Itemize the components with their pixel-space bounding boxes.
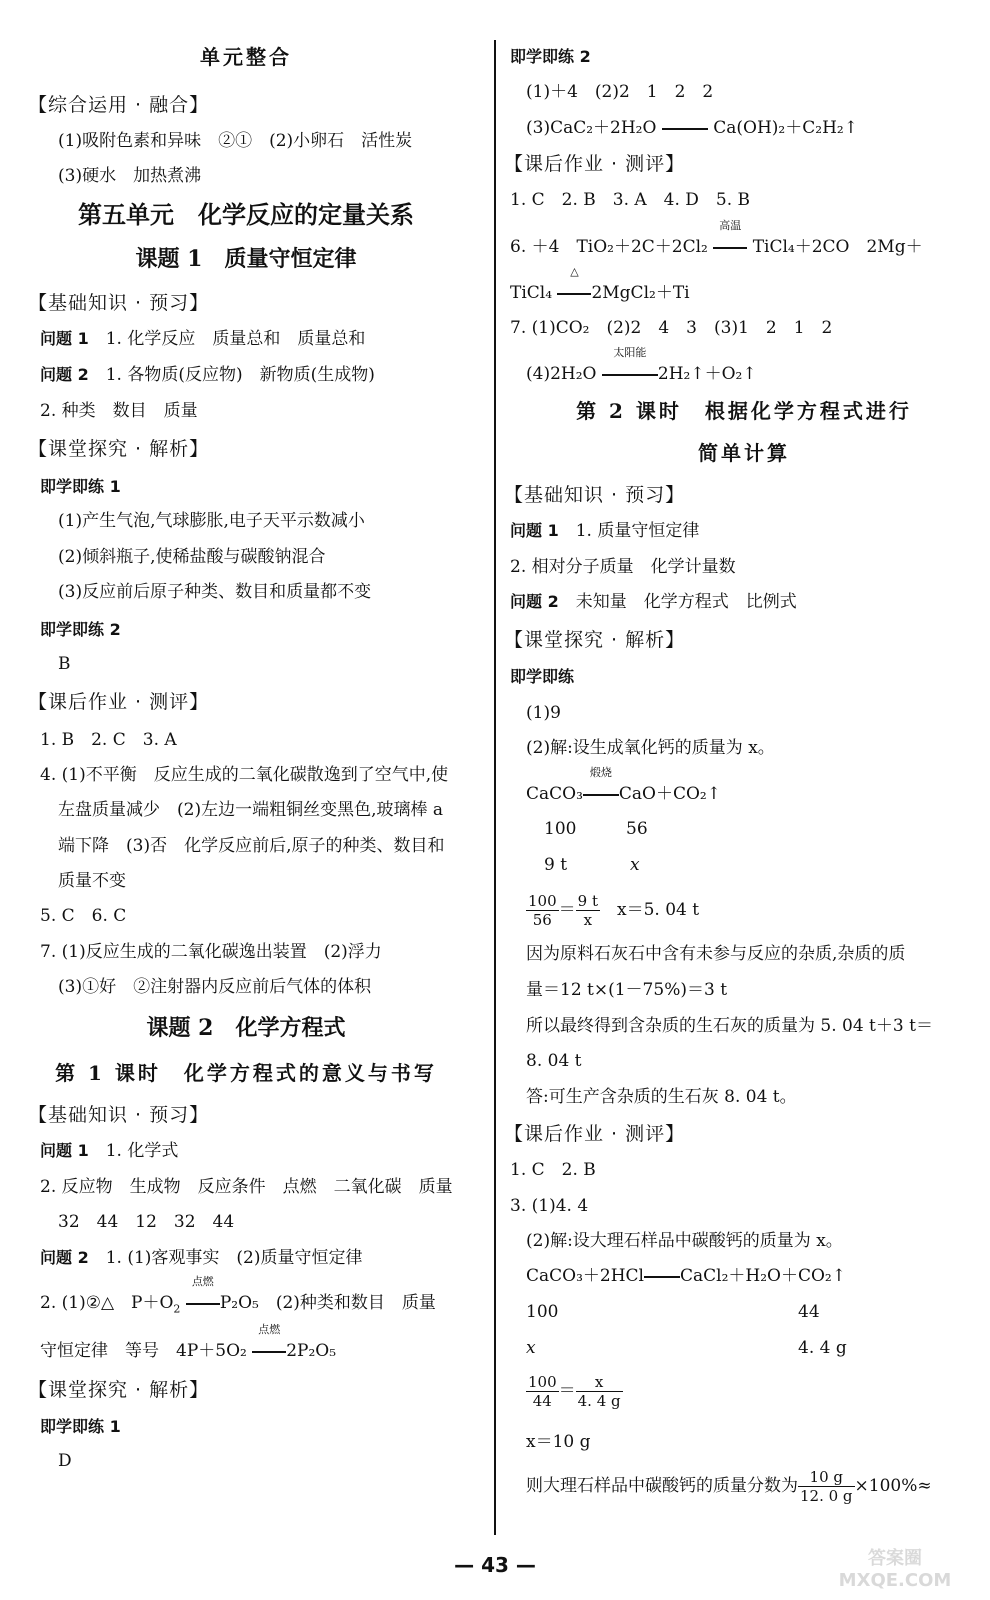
reaction-arrow <box>252 1323 286 1364</box>
equation-line <box>40 1323 337 1364</box>
answer-line: 7. (1)反应生成的二氧化碳逸出装置 (2)浮力 <box>40 942 382 962</box>
reaction-condition: 高温 <box>719 219 742 232</box>
answer-line: 5. C 6. C <box>40 906 127 926</box>
reaction-condition: 太阳能 <box>613 346 647 359</box>
section-basic: 【基础知识 · 预习】 <box>28 1104 210 1126</box>
unit-integration-title: 单元整合 <box>200 45 292 69</box>
answer-line: 所以最终得到含杂质的生石灰的质量为 5. 04 t＋3 t＝ <box>526 1016 933 1036</box>
answer-line: 1. C 2. B 3. A 4. D 5. B <box>510 190 751 210</box>
equation-text: (4)2H₂O <box>526 364 597 384</box>
reaction-arrow <box>662 115 708 141</box>
question-text: 1. 化学反应 质量总和 质量总和 <box>105 329 366 349</box>
fraction-numerator: x <box>576 1373 623 1392</box>
answer-line: 1. C 2. B <box>510 1160 596 1180</box>
fraction-denominator: 4. 4 g <box>577 1392 621 1410</box>
right-column <box>498 0 990 1545</box>
equation-text: 6. ＋4 TiO₂＋2C＋2Cl₂ <box>510 237 708 257</box>
calc-value: x <box>526 1338 536 1358</box>
question-text: 1. 化学式 <box>105 1141 179 1161</box>
section-explore: 【课堂探究 · 解析】 <box>28 438 210 460</box>
reaction-arrow <box>186 1275 220 1316</box>
answer-line <box>526 1468 932 1505</box>
fraction-numerator: 10 g <box>798 1468 855 1487</box>
proportion-line <box>526 1373 623 1410</box>
equation-text: CaO＋CO₂↑ <box>618 784 721 804</box>
question-text: 未知量 化学方程式 比例式 <box>575 592 797 612</box>
left-column <box>0 0 492 1545</box>
section-explore: 【课堂探究 · 解析】 <box>504 629 686 651</box>
question-text: 1. 各物质(反应物) 新物质(生成物) <box>105 365 375 385</box>
calc-value: 100 <box>544 819 577 839</box>
calc-value: 44 <box>798 1302 820 1322</box>
equation-text: 守恒定律 等号 4P＋5O₂ <box>40 1341 247 1361</box>
practice-label: 即学即练 1 <box>40 477 121 496</box>
fraction-numerator: 9 t <box>577 892 598 910</box>
column-divider <box>494 40 496 1535</box>
equation-line <box>526 346 757 387</box>
answer-line: 4. (1)不平衡 反应生成的二氧化碳散逸到了空气中,使 <box>40 765 449 785</box>
practice-label: 即学即练 2 <box>40 620 121 639</box>
reaction-arrow <box>644 1263 680 1289</box>
section-basic: 【基础知识 · 预习】 <box>28 292 210 314</box>
answer-line: (3)反应前后原子种类、数目和质量都不变 <box>58 582 372 602</box>
calc-value: 100 <box>526 1302 559 1322</box>
answer-line: (2)倾斜瓶子,使稀盐酸与碳酸钠混合 <box>58 547 326 567</box>
answer-line: (2)解:设大理石样品中碳酸钙的质量为 x。 <box>526 1231 843 1251</box>
answer-text: ×100%≈ <box>854 1476 932 1496</box>
result-text: x＝5. 04 t <box>616 900 700 920</box>
question-line <box>510 589 797 615</box>
topic2-title: 课题 2 化学方程式 <box>146 1015 346 1041</box>
equation-text: (3)CaC₂＋2H₂O <box>526 118 657 138</box>
answer-line: 因为原料石灰石中含有未参与反应的杂质,杂质的质 <box>526 944 906 964</box>
answer-line: (1)产生气泡,气球膨胀,电子天平示数减小 <box>58 511 365 531</box>
answer-line: (1)吸附色素和异味 ②① (2)小卵石 活性炭 <box>58 131 413 151</box>
section-comprehensive: 【综合运用 · 融合】 <box>28 94 210 116</box>
reaction-arrow <box>713 219 747 260</box>
question-line <box>40 1138 178 1164</box>
answer-text: 则大理石样品中碳酸钙的质量分数为 <box>526 1476 798 1496</box>
equation-text: CaCO₃ <box>526 784 583 804</box>
calc-value: x <box>630 855 640 875</box>
reaction-condition: 煅烧 <box>589 766 612 779</box>
answer-line: 2. 种类 数目 质量 <box>40 401 198 421</box>
section-explore: 【课堂探究 · 解析】 <box>28 1379 210 1401</box>
question-line <box>40 326 365 352</box>
lesson2-title: 第 2 课时 根据化学方程式进行 <box>576 399 912 423</box>
question-label: 问题 2 <box>40 365 89 384</box>
answer-line: 1. B 2. C 3. A <box>40 730 177 750</box>
answer-line: 2. 反应物 生成物 反应条件 点燃 二氧化碳 质量 <box>40 1177 453 1197</box>
equation-text: CaCl₂＋H₂O＋CO₂↑ <box>680 1266 846 1286</box>
unit5-title: 第五单元 化学反应的定量关系 <box>78 200 414 229</box>
answer-line: 量＝12 t×(1－75%)＝3 t <box>526 980 728 1000</box>
equation-line <box>510 219 923 260</box>
watermark-text: 答案圈 <box>868 1548 922 1569</box>
answer-line: 8. 04 t <box>526 1051 582 1071</box>
answer-line: (1)9 <box>526 703 561 723</box>
section-basic: 【基础知识 · 预习】 <box>504 484 686 506</box>
reaction-condition: 点燃 <box>258 1323 281 1336</box>
equation-text: 2H₂↑＋O₂↑ <box>657 364 757 384</box>
equation-text: 2. (1)②△ P＋O <box>40 1293 174 1313</box>
lesson2-title: 简单计算 <box>698 441 790 465</box>
proportion-line <box>526 892 699 929</box>
equation-line: 2. (1)②△ $P+O_2$ 点燃 P₂O₅ (2)种类和数目 质量 <box>40 1275 436 1316</box>
practice-label: 即学即练 2 <box>510 47 591 66</box>
question-label: 问题 2 <box>510 592 559 611</box>
answer-line: 32 44 12 32 44 <box>58 1212 235 1232</box>
answer-line: 7. (1)CO₂ (2)2 4 3 (3)1 2 1 2 <box>510 318 833 338</box>
fraction-denominator: 12. 0 g <box>800 1487 853 1505</box>
fraction-denominator: x <box>583 911 593 929</box>
equals-sign: ＝ <box>558 900 576 920</box>
practice-label: 即学即练 1 <box>40 1417 121 1436</box>
watermark-text: MXQE.COM <box>838 1570 952 1591</box>
topic1-title: 课题 1 质量守恒定律 <box>135 246 357 272</box>
answer-line: 3. (1)4. 4 <box>510 1196 589 1216</box>
answer-line: x＝10 g <box>526 1432 591 1452</box>
equation-text: P₂O₅ (2)种类和数目 质量 <box>219 1293 436 1313</box>
question-label: 问题 1 <box>510 521 559 540</box>
equation-text: 2P₂O₅ <box>286 1341 337 1361</box>
answer-line: 端下降 (3)否 化学反应前后,原子的种类、数目和 <box>58 836 445 856</box>
reaction-condition: △ <box>570 265 579 278</box>
lesson1-title: 第 1 课时 化学方程式的意义与书写 <box>55 1061 437 1085</box>
reaction-arrow <box>583 766 619 807</box>
section-homework: 【课后作业 · 测评】 <box>28 691 210 713</box>
equation-line <box>526 1263 846 1289</box>
fraction <box>576 892 600 929</box>
reaction-arrow <box>557 265 591 306</box>
calc-value: 9 t <box>544 855 568 875</box>
equation-line <box>526 115 858 141</box>
calc-value: 56 <box>626 819 648 839</box>
equals-sign: ＝ <box>558 1381 576 1401</box>
fraction-numerator: 100 <box>528 892 557 910</box>
question-text: 1. 质量守恒定律 <box>575 521 700 541</box>
fraction-numerator: 100 <box>528 1373 557 1391</box>
answer-line: (3)①好 ②注射器内反应前后气体的体积 <box>58 977 372 997</box>
fraction <box>576 1373 623 1410</box>
question-label: 问题 1 <box>40 329 89 348</box>
equation-text: Ca(OH)₂＋C₂H₂↑ <box>713 118 858 138</box>
question-line <box>40 1245 363 1271</box>
answer-line: 2. 相对分子质量 化学计量数 <box>510 557 736 577</box>
answer-line: 质量不变 <box>58 871 126 891</box>
answer-line: (1)＋4 (2)2 1 2 2 <box>526 82 714 102</box>
answer-line: B <box>58 654 71 674</box>
section-homework: 【课后作业 · 测评】 <box>504 153 686 175</box>
question-text: 1. (1)客观事实 (2)质量守恒定律 <box>105 1248 363 1268</box>
calc-value: 4. 4 g <box>798 1338 847 1358</box>
reaction-arrow <box>602 346 658 387</box>
question-label: 问题 2 <box>40 1248 89 1267</box>
reaction-condition: 点燃 <box>191 1275 214 1288</box>
answer-line: (3)硬水 加热煮沸 <box>58 166 202 186</box>
equation-text: 2MgCl₂＋Ti <box>591 283 690 303</box>
question-line <box>510 518 699 544</box>
practice-label: 即学即练 <box>510 667 575 686</box>
equation-text: CaCO₃＋2HCl <box>526 1266 644 1286</box>
fraction <box>526 892 559 929</box>
fraction <box>798 1468 855 1505</box>
answer-line: 答:可生产含杂质的生石灰 8. 04 t。 <box>526 1087 797 1107</box>
question-label: 问题 1 <box>40 1141 89 1160</box>
equation-line <box>526 766 721 807</box>
fraction-denominator: 44 <box>532 1392 552 1410</box>
section-homework: 【课后作业 · 测评】 <box>504 1123 686 1145</box>
fraction <box>526 1373 559 1410</box>
answer-line: D <box>58 1451 72 1471</box>
page-number: — 43 — <box>454 1553 536 1577</box>
question-line <box>40 362 375 388</box>
equation-text: TiCl₄ <box>510 283 553 303</box>
answer-line: 左盘质量减少 (2)左边一端粗铜丝变黑色,玻璃棒 a <box>58 800 444 820</box>
equation-text: TiCl₄＋2CO 2Mg＋ <box>752 237 923 257</box>
equation-line <box>510 265 690 306</box>
fraction-denominator: 56 <box>532 911 552 929</box>
answer-line: (2)解:设生成氧化钙的质量为 x。 <box>526 738 775 758</box>
watermark-logo <box>810 1548 980 1594</box>
